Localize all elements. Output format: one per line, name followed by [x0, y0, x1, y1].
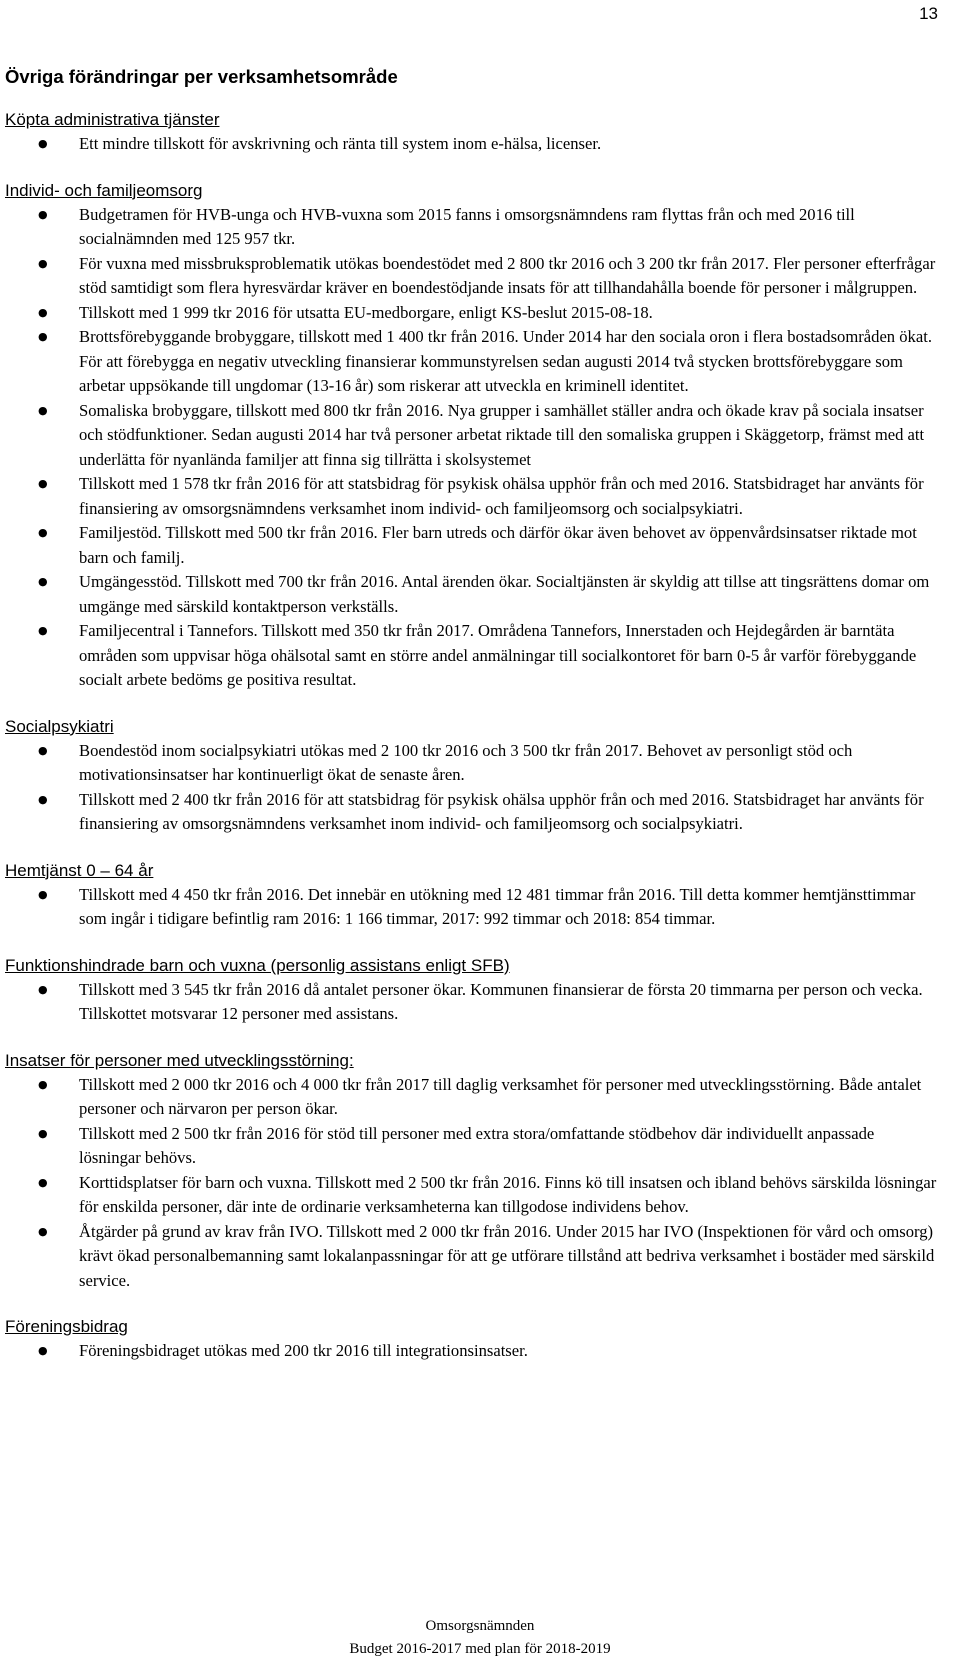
bullet-icon: ●: [38, 887, 48, 901]
bullet-icon: ●: [38, 207, 48, 221]
bullet-icon: ●: [38, 256, 48, 270]
list-item: [5, 252, 937, 301]
page-footer: [0, 1615, 960, 1661]
bullet-icon: ●: [38, 982, 48, 996]
bullet-icon: ●: [38, 305, 48, 319]
list-item-text: Boendestöd inom socialpsykiatri utökas med 2 100 tkr 2016 och 3 500 tkr från 2017. Behovet av personligt stöd och motivationsinsatser har kontinuerligt ökat de senaste åren.: [79, 740, 853, 784]
list-item: [5, 325, 937, 399]
list-item: [5, 203, 937, 252]
list-item-text: Åtgärder på grund av krav från IVO. Tillskott med 2 000 tkr från 2016. Under 2015 har IVO (Inspektionen för vård och omsorg) krävt ökad personalbemanning samt lokalanpassningar för att ge utförare tillstånd att bedriva verksamhet i bostäder med särskild service.: [79, 1221, 935, 1290]
list-item: [5, 132, 937, 157]
bullet-icon: ●: [38, 792, 48, 806]
bullet-list: [5, 883, 937, 932]
list-item: [5, 1073, 937, 1122]
list-item: [5, 472, 937, 521]
bullet-icon: ●: [38, 1126, 48, 1140]
list-item-text: Familjestöd. Tillskott med 500 tkr från 2016. Fler barn utreds och därför ökar även behovet av öppenvårdsinsatser riktade mot barn och familj.: [79, 523, 917, 567]
list-item-text: Somaliska brobyggare, tillskott med 800 tkr från 2016. Nya grupper i samhället ställer andra och ökade krav på sociala insatser och stödfunktioner. Sedan augusti 2014 har två personer arbetat riktade till den somaliska gruppen i Skäggetorp, främst med att underlätta för nyanlända familjer att finna sig tillrätta i skolsystemet: [79, 400, 925, 469]
list-item: [5, 788, 937, 837]
section-heading: Individ- och familjeomsorg: [5, 180, 203, 200]
list-item-text: Tillskott med 2 500 tkr från 2016 för stöd till personer med extra stora/omfattande stödbehov där individuellt anpassade lösningar behövs.: [79, 1123, 875, 1167]
bullet-icon: ●: [38, 1175, 48, 1189]
bullet-icon: ●: [38, 330, 48, 343]
section: [5, 860, 937, 932]
section-heading: Köpta administrativa tjänster: [5, 110, 220, 129]
list-item: [5, 521, 937, 570]
bullet-list: [5, 132, 937, 157]
list-item-text: Tillskott med 1 578 tkr från 2016 för att statsbidrag för psykisk ohälsa upphör från och med 2016. Statsbidraget har använts för finansiering av omsorgsnämndens verksamhet inom individ- och familjeomsorg och socialpsykiatri.: [79, 474, 924, 518]
list-item-text: Brottsförebyggande brobyggare, tillskott med 1 400 tkr från 2016. Under 2014 har den sociala oron i flera bostadsområden ökat. För att förebygga en negativ utveckling finansierar kommunstyrelsen sedan augusti 2014 två stycken brottsförebyggare som arbetar uppsökande till ungdomar (13-16 år) som riskerar att utveckla en kriminell identitet.: [79, 327, 932, 395]
section-heading: Socialpsykiatri: [5, 716, 114, 736]
list-item: [5, 1339, 937, 1364]
bullet-icon: ●: [38, 137, 48, 150]
list-item: [5, 978, 937, 1027]
bullet-list: [5, 203, 937, 693]
section-heading: Funktionshindrade barn och vuxna (personlig assistans enligt SFB): [5, 955, 510, 975]
list-item: [5, 1220, 937, 1294]
bullet-icon: ●: [38, 1344, 48, 1357]
section-heading: Föreningsbidrag: [5, 1317, 128, 1336]
bullet-list: [5, 1073, 937, 1294]
list-item: [5, 739, 937, 788]
bullet-list: [5, 1339, 937, 1364]
footer-organization: Omsorgsnämnden: [425, 1618, 535, 1634]
page-title: Övriga förändringar per verksamhetsområde: [5, 66, 398, 87]
section: [5, 955, 937, 1027]
section: [5, 1050, 937, 1294]
page-number: 13: [919, 4, 938, 23]
document-body: [5, 66, 937, 1387]
bullet-icon: ●: [38, 743, 48, 757]
list-item: [5, 570, 937, 619]
list-item-text: Tillskott med 2 000 tkr 2016 och 4 000 tkr från 2017 till daglig verksamhet för personer med utvecklingsstörning. Både antalet personer och närvaron per person ökar.: [79, 1074, 922, 1118]
bullet-icon: ●: [38, 575, 48, 588]
list-item-text: Tillskott med 4 450 tkr från 2016. Det innebär en utökning med 12 481 timmar från 2016. Till detta kommer hemtjänsttimmar som ingår i tidigare befintlig ram 2016: 1 166 timmar, 2017: 992 timmar och 2018: 854 timmar.: [79, 884, 916, 928]
section: [5, 109, 937, 157]
bullet-icon: ●: [38, 403, 48, 417]
list-item-text: Tillskott med 3 545 tkr från 2016 då antalet personer ökar. Kommunen finansierar de första 20 timmarna per person och vecka. Tillskottet motsvarar 12 personer med assistans.: [79, 979, 923, 1023]
section: [5, 716, 937, 837]
list-item-text: Ett mindre tillskott för avskrivning och ränta till system inom e-hälsa, licenser.: [79, 134, 602, 153]
list-item-text: Tillskott med 1 999 tkr 2016 för utsatta EU-medborgare, enligt KS-beslut 2015-08-18.: [79, 302, 653, 322]
list-item-text: Umgängesstöd. Tillskott med 700 tkr från 2016. Antal ärenden ökar. Socialtjänsten är skyldig att tillse att tingsrättens domar om umgänge med särskild kontaktperson verkställs.: [79, 572, 930, 616]
bullet-list: [5, 978, 937, 1027]
bullet-icon: ●: [38, 477, 48, 490]
list-item: [5, 399, 937, 473]
list-item-text: För vuxna med missbruksproblematik utökas boendestödet med 2 800 tkr 2016 och 3 200 tkr från 2017. Fler personer efterfrågar stöd samtidigt som flera hyresvärdar kräver en boendestödjande insats för att tillhandahålla boende för personer i målgruppen.: [79, 253, 936, 297]
bullet-icon: ●: [38, 1077, 48, 1091]
list-item-text: Föreningsbidraget utökas med 200 tkr 2016 till integrationsinsatser.: [79, 1341, 528, 1360]
list-item-text: Budgetramen för HVB-unga och HVB-vuxna som 2015 fanns i omsorgsnämndens ram flyttas från och med 2016 till socialnämnden med 125 957 tkr.: [79, 204, 855, 248]
bullet-icon: ●: [38, 526, 48, 539]
list-item-text: Tillskott med 2 400 tkr från 2016 för att statsbidrag för psykisk ohälsa upphör från och med 2016. Statsbidraget har använts för finansiering av omsorgsnämndens verksamhet inom individ- och familjeomsorg och socialpsykiatri.: [79, 789, 924, 833]
bullet-list: [5, 739, 937, 837]
list-item-text: Korttidsplatser för barn och vuxna. Tillskott med 2 500 tkr från 2016. Finns kö till insatsen och ibland behövs särskilda lösningar för enskilda personer, där inte de ordinarie verksamheterna kan tillgodose individens behov.: [79, 1172, 937, 1216]
list-item: [5, 1122, 937, 1171]
section: [5, 180, 937, 693]
section: [5, 1316, 937, 1364]
section-heading: Insatser för personer med utvecklingsstörning:: [5, 1050, 354, 1070]
list-item-text: Familjecentral i Tannefors. Tillskott med 350 tkr från 2017. Områdena Tannefors, Innerstaden och Hejdegården är barntäta områden som uppvisar höga ohälsotal samt en större andel anmälningar till socialkontoret för barn 0-5 år varför förebyggande socialt arbete bedöms ge positiva resultat.: [79, 621, 917, 689]
list-item: [5, 883, 937, 932]
list-item: [5, 301, 937, 326]
footer-document-title: Budget 2016-2017 med plan för 2018-2019: [349, 1641, 611, 1657]
list-item: [5, 1171, 937, 1220]
sections-container: [5, 109, 937, 1364]
bullet-icon: ●: [38, 1224, 48, 1238]
list-item: [5, 619, 937, 693]
bullet-icon: ●: [38, 624, 48, 637]
section-heading: Hemtjänst 0 – 64 år: [5, 860, 154, 880]
